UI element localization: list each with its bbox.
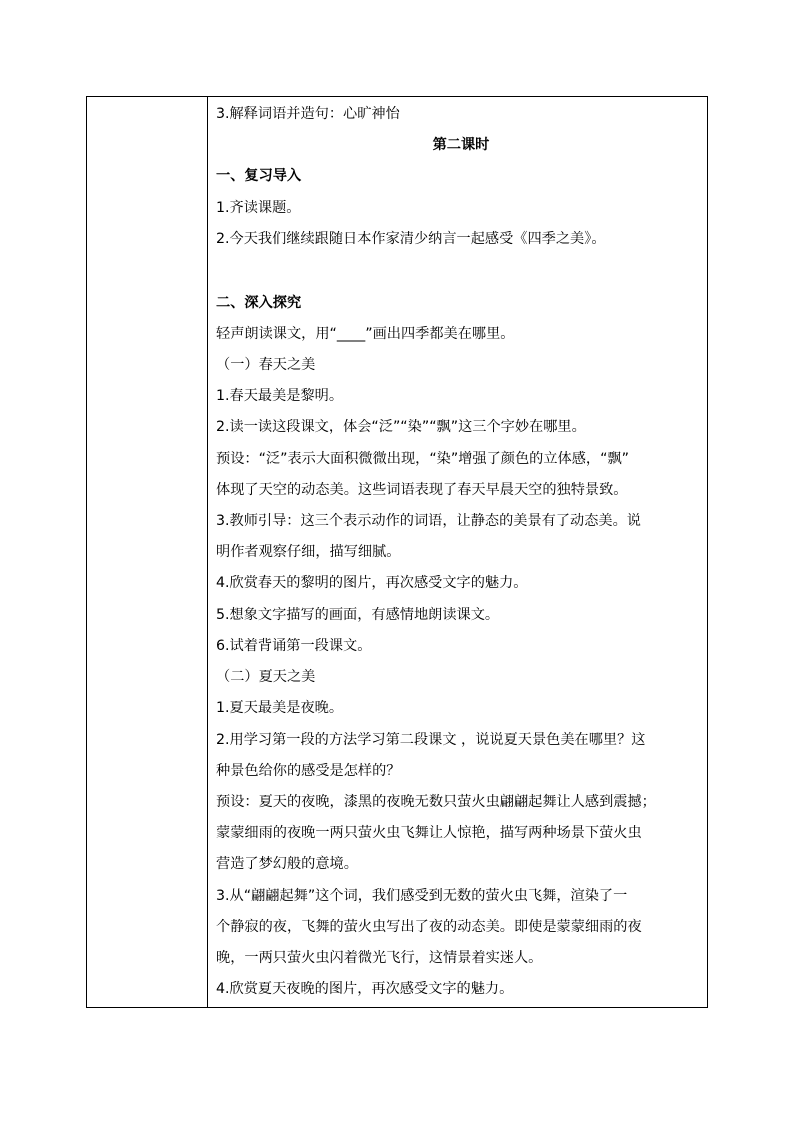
summer-item-3-line-3: 晚，一两只萤火虫闪着微光飞行，这情景着实迷人。 bbox=[216, 950, 543, 966]
summer-item-1: 1.夏天最美是夜晚。 bbox=[216, 700, 344, 716]
lesson-period-title: 第二课时 bbox=[432, 137, 490, 153]
summer-item-3-line-1: 3.从“翩翩起舞”这个词，我们感受到无数的萤火虫飞舞，渲染了一 bbox=[216, 888, 628, 904]
review-item-2: 2.今天我们继续跟随日本作家清少纳言一起感受《四季之美》。 bbox=[216, 231, 606, 247]
homework-item-3: 3.解释词语并造句：心旷神怡 bbox=[216, 106, 400, 122]
summer-preset-line-2: 蒙蒙细雨的夜晚一两只萤火虫飞舞让人惊艳，描写两种场景下萤火虫 bbox=[216, 825, 642, 841]
spring-item-1: 1.春天最美是黎明。 bbox=[216, 388, 344, 404]
summer-preset-line-3: 营造了梦幻般的意境。 bbox=[216, 856, 358, 872]
spring-item-2: 2.读一读这段课文，体会“泛”“染”“飘”这三个字妙在哪里。 bbox=[216, 419, 586, 435]
section-heading-explore: 二、深入探究 bbox=[216, 295, 302, 311]
spring-item-4: 4.欣赏春天的黎明的图片，再次感受文字的魅力。 bbox=[216, 575, 528, 591]
summer-item-3-line-2: 个静寂的夜，飞舞的萤火虫写出了夜的动态美。即使是蒙蒙细雨的夜 bbox=[216, 919, 642, 935]
summer-item-2-line-1: 2.用学习第一段的方法学习第二段课文 ，说说夏天景色美在哪里？这 bbox=[216, 732, 646, 748]
explore-instruction: 轻声朗读课文，用“____”画出四季都美在哪里。 bbox=[216, 326, 515, 342]
subheading-summer: （二）夏天之美 bbox=[216, 669, 316, 685]
left-column-cell bbox=[87, 97, 207, 1007]
section-heading-review: 一、复习导入 bbox=[216, 168, 302, 184]
column-divider bbox=[207, 97, 208, 1007]
spring-item-3-line-1: 3.教师引导：这三个表示动作的词语，让静态的美景有了动态美。说 bbox=[216, 513, 641, 529]
spring-preset-line-1: 预设：“泛”表示大面积微微出现，“染”增强了颜色的立体感，“飘” bbox=[216, 451, 629, 467]
summer-item-2-line-2: 种景色给你的感受是怎样的？ bbox=[216, 763, 401, 779]
summer-preset-line-1: 预设：夏天的夜晚，漆黑的夜晚无数只萤火虫翩翩起舞让人感到震撼； bbox=[216, 794, 656, 810]
spring-preset-line-2: 体现了天空的动态美。这些词语表现了春天早晨天空的独特景致。 bbox=[216, 482, 628, 498]
subheading-spring: （一）春天之美 bbox=[216, 357, 316, 373]
lesson-plan-table bbox=[86, 96, 708, 1008]
spring-item-6: 6.试着背诵第一段课文。 bbox=[216, 638, 372, 654]
review-item-1: 1.齐读课题。 bbox=[216, 200, 301, 216]
summer-item-4: 4.欣赏夏天夜晚的图片，再次感受文字的魅力。 bbox=[216, 981, 514, 997]
spring-item-3-line-2: 明作者观察仔细，描写细腻。 bbox=[216, 544, 401, 560]
spring-item-5: 5.想象文字描写的画面，有感情地朗读课文。 bbox=[216, 607, 500, 623]
